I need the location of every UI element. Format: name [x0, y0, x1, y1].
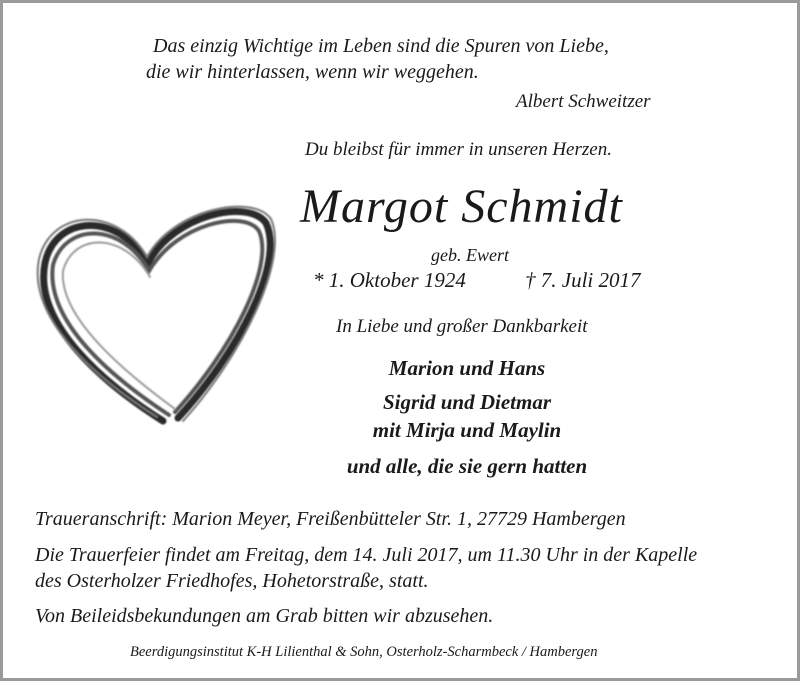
heart-icon: [23, 193, 278, 433]
mourner-line-4: und alle, die sie gern hatten: [346, 454, 588, 478]
undertaker-line: Beerdigungsinstitut K-H Lilienthal & Sohn, Osterholz-Scharmbeck / Hambergen: [130, 644, 598, 660]
birth-date: * 1. Oktober 1924: [313, 268, 466, 292]
mourner-line-2: Sigrid und Dietmar: [382, 390, 552, 414]
mourner-line-3: mit Mirja und Maylin: [372, 418, 562, 442]
maiden-name: geb. Ewert: [431, 245, 509, 265]
ceremony-line-2: des Osterholzer Friedhofes, Hohetorstraße, statt.: [35, 570, 429, 592]
condolence-note: Von Beileidsbekundungen am Grab bitten wir abzusehen.: [35, 605, 494, 627]
address-line: Traueranschrift: Marion Meyer, Freißenbütteler Str. 1, 27729 Hambergen: [35, 508, 626, 530]
quote-line-2: die wir hinterlassen, wenn wir weggehen.: [146, 61, 479, 83]
mourner-line-1: Marion und Hans: [388, 356, 546, 380]
deceased-name: Margot Schmidt: [300, 180, 623, 233]
gratitude-line: In Liebe und großer Dankbarkeit: [336, 316, 588, 337]
quote-line-1: Das einzig Wichtige im Leben sind die Spuren von Liebe,: [153, 35, 609, 57]
death-date: † 7. Juli 2017: [525, 268, 641, 292]
motto: Du bleibst für immer in unseren Herzen.: [305, 139, 612, 160]
quote-author: Albert Schweitzer: [516, 91, 651, 112]
ceremony-line-1: Die Trauerfeier findet am Freitag, dem 14. Juli 2017, um 11.30 Uhr in der Kapelle: [35, 544, 698, 566]
